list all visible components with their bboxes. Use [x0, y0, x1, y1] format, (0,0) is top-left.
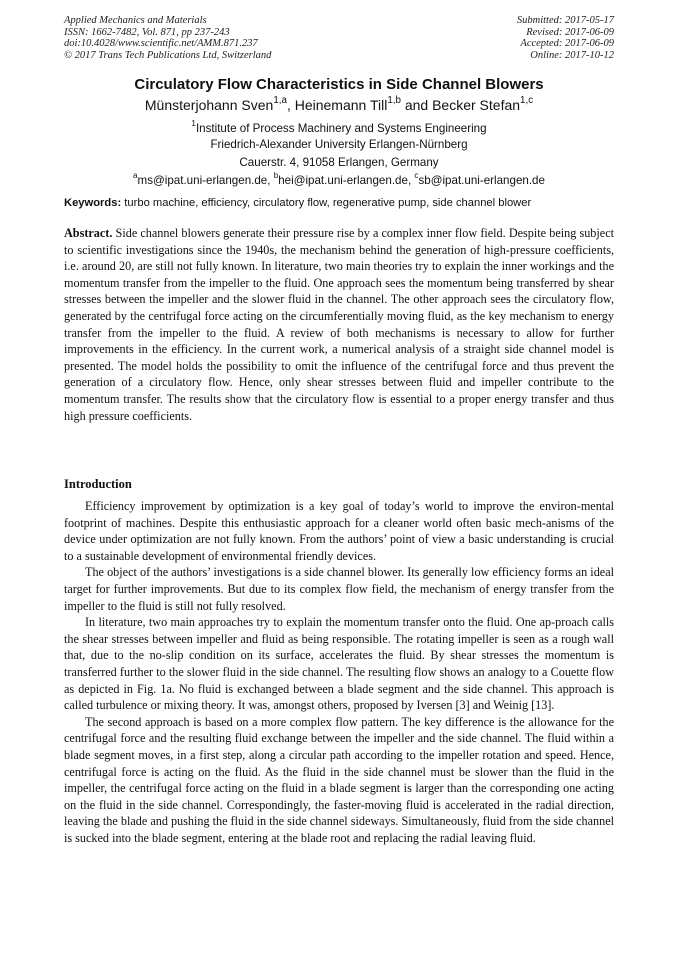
- affiliation-line-1: [0, 119, 678, 135]
- email-address: ms@ipat.uni-erlangen.de,: [137, 174, 274, 187]
- paragraph: In literature, two main approaches try to explain the momentum transfer onto the fluid. One ap-proach calls the shear stresses between impeller and fluid as being responsible. The rotating impeller is seen as a rough wall that, due to the no-slip condition on its surface, accelerates the fluid. By shear stresses the momentum is transferred further to the slower fluid in the side channel. The resulting flow shows an analogy to a Couette flow as depicted in Fig. 1a. No fluid is exchanged between a blade segment and the side channel. This approach is called turbulence or mixing theory. It was, amongst others, proposed by Iversen [3] and Weinig [13].: [64, 615, 614, 713]
- author-affiliation-mark: 1,a: [273, 95, 287, 107]
- paper-title: Circulatory Flow Characteristics in Side Channel Blowers: [134, 76, 544, 93]
- journal-copyright: © 2017 Trans Tech Publications Ltd, Switzerland: [64, 49, 272, 61]
- author-emails: [0, 171, 678, 187]
- date-accepted: Accepted: 2017-06-09: [520, 38, 614, 50]
- email-mark: c: [414, 171, 419, 181]
- author-list: [0, 97, 678, 113]
- abstract-label: Abstract.: [64, 226, 113, 240]
- email-mark: b: [273, 171, 279, 181]
- author-separator: ,: [286, 97, 295, 113]
- author-name: Becker Stefan: [432, 97, 521, 113]
- author-separator: and: [400, 97, 433, 113]
- author-name: Heinemann Till: [294, 97, 388, 113]
- email-address: hei@ipat.uni-erlangen.de,: [278, 174, 415, 187]
- email-mark: a: [133, 171, 138, 181]
- keywords-label: Keywords:: [64, 197, 122, 209]
- affiliation-mark: 1: [191, 119, 196, 129]
- paragraph: The second approach is based on a more complex flow pattern. The key difference is the allowance for the centrifugal force and the resulting fluid exchange between the impeller and the side channel. The fluid within a blade segment moves, in a first step, along a circular path according to the impeller rotation and speed. Hence, centrifugal force is acting on the fluid. As the fluid in the side channel must be slower than the fluid in the impeller, the centrifugal force acting on the fluid in a blade segment is larger than the corresponding one acting on the fluid in the side channel. Correspondingly, the faster-moving fluid is accelerated in the radial direction, leaving the blade and pushing the fluid in the side channel sideways. Simultaneously, fluid from the side channel is sucked into the blade segment, entering at the blade root and replacing the radial leaving fluid.: [64, 714, 614, 845]
- journal-issn: ISSN: 1662-7482, Vol. 871, pp 237-243: [64, 26, 230, 38]
- keywords-text: turbo machine, efficiency, circulatory flow, regenerative pump, side channel blower: [121, 197, 532, 209]
- paragraph: Efficiency improvement by optimization is a key goal of today’s world to improve the environ-mental footprint of machines. Despite this enthusiastic approach for a cleaner world often basic mech-anisms of the device under optimization are not fully known. From the authors’ point of view a basic understanding is crucial to a sustainable development of environmental friendly devices.: [64, 499, 614, 563]
- abstract-text: Side channel blowers generate their pressure rise by a complex inner flow field. Despite being subject to scientific investigations since the 1940s, the mechanism behind the generation of high-pressure coefficients, i.e. around 20, are still not fully known. In literature, two main theories try to explain the inner workings and the momentum transfer from the impeller to the fluid. One approach sees the momentum being transferred by shear stresses between the impeller and the slower fluid in the channel. The other approach sees the circulatory flow, generated by the centrifugal force acting on the circumferentially moving fluid, as the key mechanism to energy transfer from the impeller to the fluid. A review of both mechanisms is necessary to allow for further improvements in the efficiency. In the current work, a numerical analysis of a straight side channel model is presented. The model holds the possibility to omit the influence of the centrifugal force and thus prevent the generation of a circulatory flow. Hence, only shear stresses between fluid and impeller contribute to the momentum transfer. The results show that the circulatory flow is essential to a proper energy transfer and thus high pressure coefficients.: [64, 226, 614, 423]
- date-revised: Revised: 2017-06-09: [526, 26, 614, 38]
- affiliation-university: Friedrich-Alexander University Erlangen-Nürnberg: [210, 138, 468, 151]
- section-heading-introduction: Introduction: [64, 477, 132, 491]
- journal-doi: doi:10.4028/www.scientific.net/AMM.871.237: [64, 38, 258, 50]
- date-online: Online: 2017-10-12: [530, 49, 614, 61]
- affiliation-institute: Institute of Process Machinery and Systems Engineering: [195, 122, 487, 135]
- abstract: [64, 225, 614, 424]
- date-submitted: Submitted: 2017-05-17: [516, 15, 614, 26]
- affiliation-address: Cauerstr. 4, 91058 Erlangen, Germany: [239, 156, 439, 169]
- introduction-body: [64, 498, 614, 846]
- keywords: [64, 197, 624, 209]
- author-affiliation-mark: 1,b: [387, 95, 401, 107]
- journal-info: [64, 15, 271, 61]
- paragraph: The object of the authors’ investigations is a side channel blower. Its generally low efficiency forms an ideal target for further improvements. But due to its complex flow field, the mechanism of energy transfer from the impeller to the fluid is still not fully resolved.: [64, 565, 614, 613]
- publication-dates: [517, 15, 614, 61]
- journal-name: Applied Mechanics and Materials: [64, 15, 207, 26]
- author-affiliation-mark: 1,c: [520, 95, 534, 107]
- email-address: sb@ipat.uni-erlangen.de: [418, 174, 545, 187]
- author-name: Münsterjohann Sven: [144, 97, 274, 113]
